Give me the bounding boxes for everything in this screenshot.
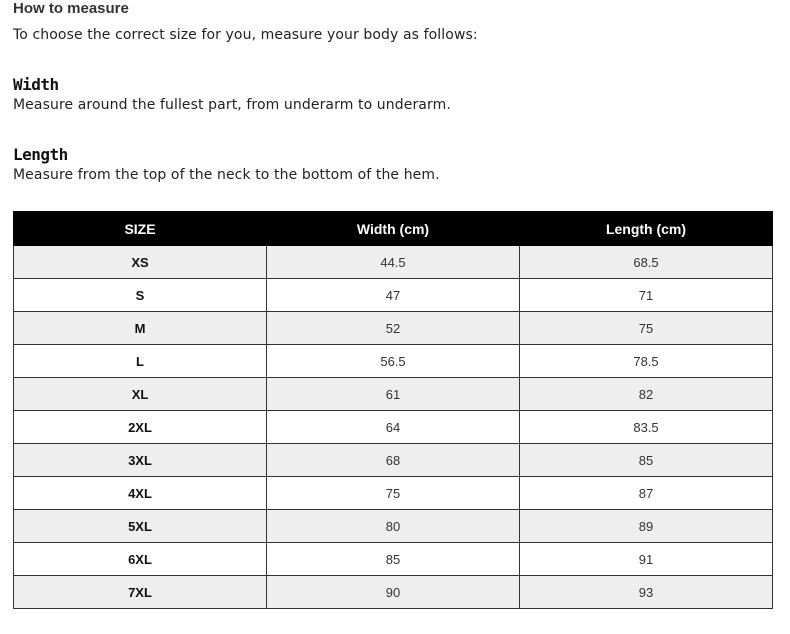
- length-cell: 91: [520, 543, 773, 576]
- size-cell: 4XL: [14, 477, 267, 510]
- length-cell: 89: [520, 510, 773, 543]
- table-row: [14, 510, 773, 543]
- length-cell: 83.5: [520, 411, 773, 444]
- width-cell: 75: [267, 477, 520, 510]
- size-cell: 5XL: [14, 510, 267, 543]
- length-cell: 75: [520, 312, 773, 345]
- width-cell: 85: [267, 543, 520, 576]
- size-chart-table: [13, 211, 773, 609]
- size-cell: 7XL: [14, 576, 267, 609]
- size-cell: M: [14, 312, 267, 345]
- width-description: Measure around the fullest part, from underarm to underarm.: [13, 97, 451, 113]
- page-title: How to measure: [13, 0, 129, 17]
- width-cell: 44.5: [267, 246, 520, 279]
- width-heading: Width: [13, 75, 59, 94]
- length-description: Measure from the top of the neck to the bottom of the hem.: [13, 167, 440, 183]
- width-cell: 47: [267, 279, 520, 312]
- column-header-length: Length (cm): [520, 212, 773, 246]
- size-cell: 2XL: [14, 411, 267, 444]
- size-cell: 3XL: [14, 444, 267, 477]
- width-cell: 56.5: [267, 345, 520, 378]
- length-cell: 68.5: [520, 246, 773, 279]
- size-cell: XS: [14, 246, 267, 279]
- table-row: [14, 378, 773, 411]
- length-cell: 85: [520, 444, 773, 477]
- size-cell: S: [14, 279, 267, 312]
- table-row: [14, 411, 773, 444]
- table-row: [14, 279, 773, 312]
- table-row: [14, 543, 773, 576]
- size-cell: 6XL: [14, 543, 267, 576]
- header-row: [14, 212, 773, 246]
- size-chart-header: [14, 212, 773, 246]
- intro-text: To choose the correct size for you, measure your body as follows:: [13, 27, 478, 43]
- width-cell: 68: [267, 444, 520, 477]
- width-cell: 90: [267, 576, 520, 609]
- length-cell: 93: [520, 576, 773, 609]
- width-cell: 80: [267, 510, 520, 543]
- table-row: [14, 246, 773, 279]
- width-cell: 61: [267, 378, 520, 411]
- width-cell: 52: [267, 312, 520, 345]
- size-cell: XL: [14, 378, 267, 411]
- table-row: [14, 312, 773, 345]
- size-chart-body: [14, 246, 773, 609]
- length-heading: Length: [13, 145, 68, 164]
- table-row: [14, 345, 773, 378]
- length-cell: 78.5: [520, 345, 773, 378]
- length-cell: 87: [520, 477, 773, 510]
- column-header-width: Width (cm): [267, 212, 520, 246]
- column-header-size: SIZE: [14, 212, 267, 246]
- table-row: [14, 576, 773, 609]
- width-cell: 64: [267, 411, 520, 444]
- length-cell: 82: [520, 378, 773, 411]
- length-cell: 71: [520, 279, 773, 312]
- table-row: [14, 477, 773, 510]
- table-row: [14, 444, 773, 477]
- size-cell: L: [14, 345, 267, 378]
